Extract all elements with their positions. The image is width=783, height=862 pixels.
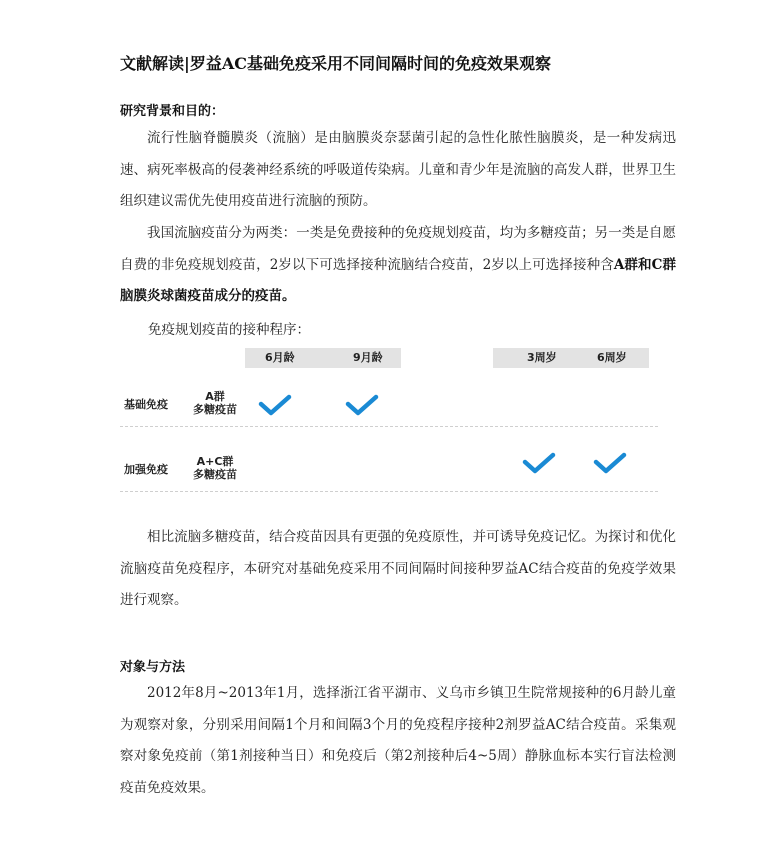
row-divider	[120, 426, 658, 427]
check-icon	[522, 451, 556, 475]
row-label-primary-immunization: 基础免疫	[124, 398, 168, 411]
row-vaccine-primary	[175, 390, 255, 416]
row-vaccine-primary-line2: 多糖疫苗	[193, 403, 237, 416]
column-header-9-months: 9月龄	[353, 351, 383, 364]
schedule-intro-label: 免疫规划疫苗的接种程序：	[148, 322, 310, 338]
section-heading-methods: 对象与方法	[120, 660, 186, 675]
paragraph-vaccine-types-bold: A群和C群脑膜炎球菌疫苗成分的疫苗。	[120, 256, 676, 304]
paragraph-vaccine-types	[120, 218, 676, 313]
paragraph-vaccine-types-normal: 我国流脑疫苗分为两类：一类是免费接种的免疫规划疫苗，均为多糖疫苗；另一类是自愿自费的非免疫规划疫苗，2岁以下可选择接种流脑结合疫苗，2岁以上可选择接种含	[120, 225, 676, 273]
column-header-3-years: 3周岁	[527, 351, 557, 364]
check-icon	[258, 393, 292, 417]
section-heading-background: 研究背景和目的：	[120, 104, 225, 119]
check-icon	[593, 451, 627, 475]
row-vaccine-booster-line1: A+C群	[196, 455, 234, 468]
row-vaccine-booster	[175, 455, 255, 481]
column-header-6-months: 6月龄	[265, 351, 295, 364]
schedule-header-child	[493, 348, 649, 368]
row-label-booster-immunization: 加强免疫	[124, 463, 168, 476]
paragraph-background: 流行性脑脊髓膜炎（流脑）是由脑膜炎奈瑟菌引起的急性化脓性脑膜炎，是一种发病迅速、病死率极高的侵袭神经系统的呼吸道传染病。儿童和青少年是流脑的高发人群，世界卫生组织建议需优先使用疫苗进行流脑的预防。	[120, 130, 676, 209]
article-title: 文献解读|罗益AC基础免疫采用不同间隔时间的免疫效果观察	[120, 54, 551, 73]
paragraph-methods: 2012年8月~2013年1月，选择浙江省平湖市、义乌市乡镇卫生院常规接种的6月龄儿童为观察对象，分别采用间隔1个月和间隔3个月的免疫程序接种2剂罗益AC结合疫苗。采集观察对象免疫前（第1剂接种当日）和免疫后（第2剂接种后4~5周）静脉血标本实行盲法检测疫苗免疫效果。	[120, 685, 676, 796]
row-divider	[120, 491, 658, 492]
row-vaccine-booster-line2: 多糖疫苗	[193, 468, 237, 481]
schedule-header-infant	[245, 348, 401, 368]
row-vaccine-primary-line1: A群	[205, 390, 225, 403]
column-header-6-years: 6周岁	[597, 351, 627, 364]
paragraph-study-purpose: 相比流脑多糖疫苗，结合疫苗因具有更强的免疫原性，并可诱导免疫记忆。为探讨和优化流脑疫苗免疫程序，本研究对基础免疫采用不同间隔时间接种罗益AC结合疫苗的免疫学效果进行观察。	[120, 529, 676, 608]
check-icon	[345, 393, 379, 417]
